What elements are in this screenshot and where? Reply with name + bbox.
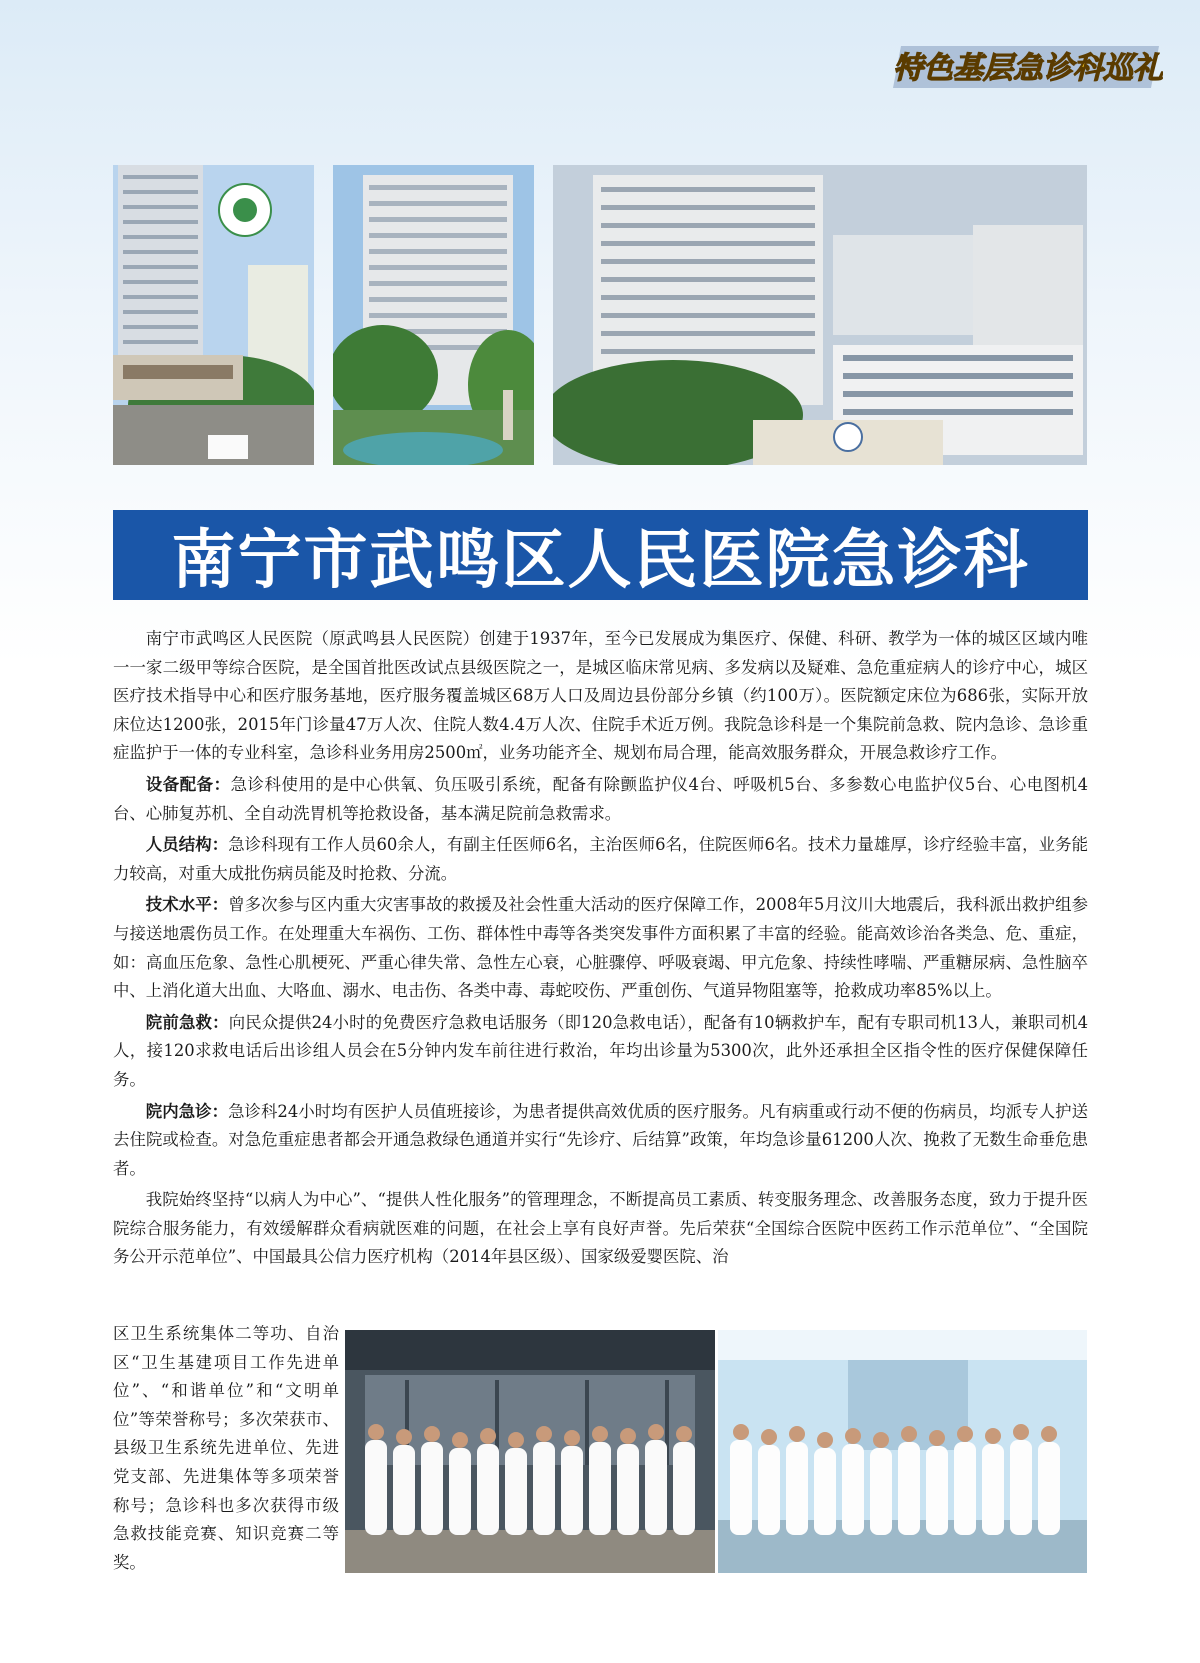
photo-staff-group-corridor [718, 1330, 1087, 1573]
photo-staff-group-entrance [345, 1330, 715, 1573]
section-staffing [113, 831, 1088, 888]
section-text: 急诊科现有工作人员60余人，有副主任医师6名，主治医师6名，住院医师6名。技术力量雄厚，诊疗经验丰富，业务能力较高，对重大成批伤病员能及时抢救、分流。 [113, 835, 1088, 883]
photo-hospital-complex [553, 165, 1087, 465]
section-prehospital [113, 1009, 1088, 1095]
article-title-bar [113, 510, 1088, 600]
article-body [113, 625, 1088, 1275]
photo-hospital-tower [333, 165, 534, 465]
section-banner [893, 40, 1163, 92]
photo-hospital-gate [113, 165, 314, 465]
section-text: 曾多次参与区内重大灾害事故的救援及社会性重大活动的医疗保障工作，2008年5月汶川大地震后，我科派出救护组参与接送地震伤员工作。在处理重大车祸伤、工伤、群体性中毒等各类突发事件方面积累了丰富的经验。能高效诊治各类急、危、重症，如：高血压危象、急性心肌梗死、严重心律失常、急性左心衰，心脏骤停、呼吸衰竭、甲亢危象、持续性哮喘、严重糖尿病、急性脑卒中、上消化道大出血、大咯血、溺水、电击伤、各类中毒、毒蛇咬伤、严重创伤、气道异物阻塞等，抢救成功率85%以上。 [113, 895, 1088, 1001]
section-text: 急诊科使用的是中心供氧、负压吸引系统，配备有除颤监护仪4台、呼吸机5台、多参数心电监护仪5台、心电图机4台、心肺复苏机、全自动洗胃机等抢救设备，基本满足院前急救需求。 [113, 774, 1088, 823]
article-title: 南宁市武鸣区人民医院急诊科 [171, 524, 1030, 598]
section-label: 院前急救： [145, 1012, 229, 1032]
section-label: 设备配备： [145, 774, 231, 794]
closing-paragraph: 我院始终坚持“以病人为中心”、“提供人性化服务”的管理理念，不断提高员工素质、转变服务理念、改善服务态度，致力于提升医院综合服务能力，有效缓解群众看病就医难的问题，在社会上享有良好声誉。先后荣获“全国综合医院中医药工作示范单位”、“全国院务公开示范单位”、中国最具公信力医疗机构（2014年县区级）、国家级爱婴医院、治 [113, 1190, 1088, 1267]
section-technique [113, 891, 1088, 1005]
section-text: 向民众提供24小时的免费医疗急救电话服务（即120急救电话），配备有10辆救护车，配有专职司机13人，兼职司机4人，接120求救电话后出诊组人员会在5分钟内发车前往进行救治，年均出诊量为5300次，此外还承担全区指令性的医疗保健保障任务。 [113, 1012, 1088, 1089]
section-label: 人员结构： [145, 835, 229, 855]
section-banner-text: 特色基层急诊科巡礼 [893, 51, 1163, 86]
section-inhospital [113, 1098, 1088, 1184]
section-label: 院内急诊： [145, 1101, 229, 1121]
section-text: 急诊科24小时均有医护人员值班接诊，为患者提供高效优质的医疗服务。凡有病重或行动不便的伤病员，均派专人护送去住院或检查。对急危重症患者都会开通急救绿色通道并实行“先诊疗、后结算”政策，年均急诊量61200人次、挽救了无数生命垂危患者。 [113, 1101, 1088, 1178]
section-label: 技术水平： [145, 895, 229, 915]
closing-continuation: 区卫生系统集体二等功、自治区“卫生基建项目工作先进单位”、“和谐单位”和“文明单位”等荣誉称号；多次荣获市、县级卫生系统先进单位、先进党支部、先进集体等多项荣誉称号；急诊科也多次获得市级急救技能竞赛、知识竞赛二等奖。 [113, 1324, 339, 1572]
intro-paragraph: 南宁市武鸣区人民医院（原武鸣县人民医院）创建于1937年，至今已发展成为集医疗、保健、科研、教学为一体的城区区域内唯一一家二级甲等综合医院，是全国首批医改试点县级医院之一，是城区临床常见病、多发病以及疑难、急危重症病人的诊疗中心，城区医疗技术指导中心和医疗服务基地，医疗服务覆盖城区68万人口及周边县份部分乡镇（约100万）。医院额定床位为686张，实际开放床位达1200张，2015年门诊量47万人次、住院人数4.4万人次、住院手术近万例。我院急诊科是一个集院前急救、院内急诊、急诊重症监护于一体的专业科室，急诊科业务用房2500㎡，业务功能齐全、规划布局合理，能高效服务群众，开展急救诊疗工作。 [113, 629, 1088, 763]
section-equipment [113, 771, 1088, 828]
